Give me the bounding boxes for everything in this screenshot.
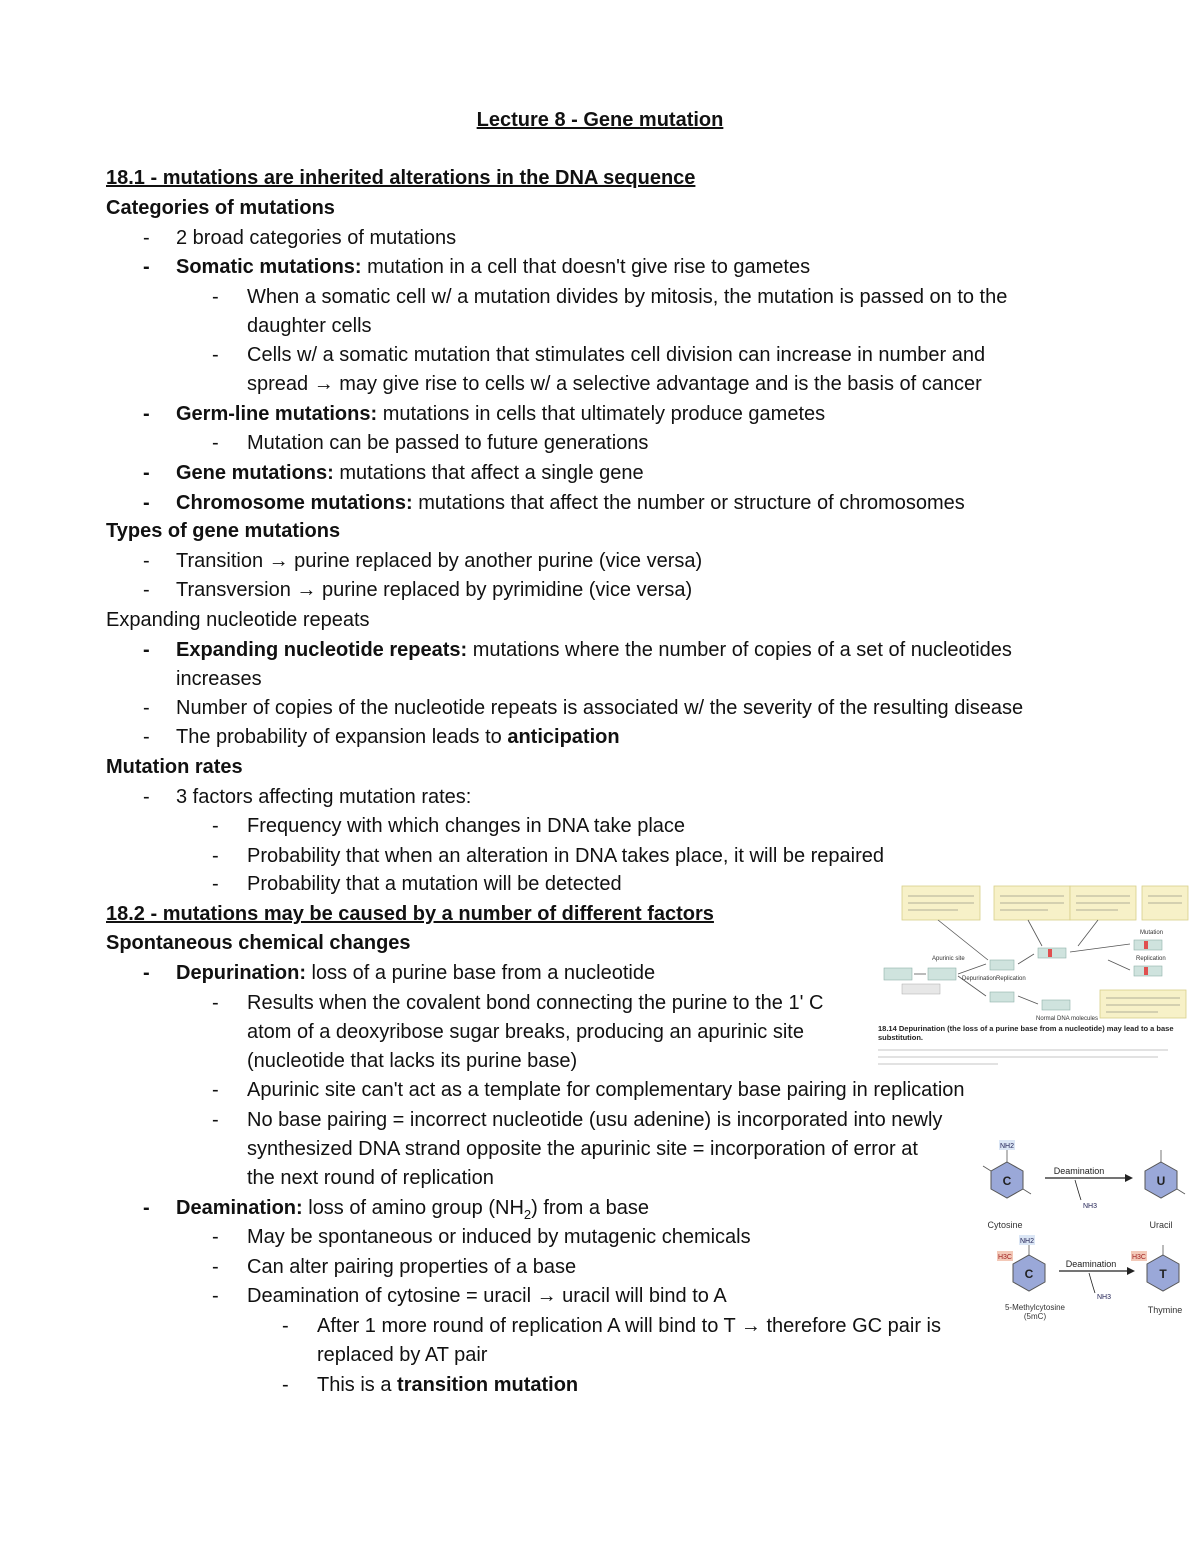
bullet-dash: -: [212, 1285, 219, 1307]
term: Chromosome mutations:: [176, 492, 413, 514]
bullet-dash: -: [212, 992, 219, 1014]
uracil-name: Uracil: [1149, 1220, 1173, 1230]
bullet-dash: -: [212, 845, 219, 867]
methylcytosine-name: 5-Methylcytosine (5mC): [1004, 1303, 1066, 1321]
term: transition mutation: [397, 1374, 579, 1396]
rates-heading: Mutation rates: [106, 756, 243, 778]
mutation-label: Mutation: [1140, 930, 1164, 936]
bullet-dash: -: [143, 579, 150, 601]
bullet-dash: -: [143, 786, 150, 808]
methylcytosine-base-label: C: [1024, 1267, 1034, 1281]
cytosine-base-label: C: [1002, 1174, 1012, 1188]
term: Somatic mutations:: [176, 256, 362, 278]
bullet-dash: -: [212, 286, 219, 308]
definition: mutations that affect a single gene: [333, 462, 644, 484]
list-item: 2 broad categories of mutations: [176, 227, 457, 249]
list-item: 3 factors affecting mutation rates:: [176, 786, 472, 808]
page-title: Lecture 8 - Gene mutation: [476, 109, 724, 131]
subscript: 2: [523, 1207, 532, 1222]
deamination-cytosine-figure: [975, 1138, 1190, 1232]
definition: ) from a base: [531, 1197, 649, 1219]
list-item: Can alter pairing properties of a base: [247, 1256, 577, 1278]
definition: mutations that affect the number or structure of chromosomes: [412, 492, 965, 514]
enr-heading: Expanding nucleotide repeats: [106, 609, 370, 631]
replication-label: Replication: [996, 976, 1026, 982]
types-heading: Types of gene mutations: [106, 520, 341, 542]
depurination-figure: [878, 880, 1190, 1072]
list-item: When a somatic cell w/ a mutation divides by mitosis, the mutation is passed on to the: [247, 286, 1008, 308]
definition: mutations in cells that ultimately produce gametes: [377, 403, 826, 425]
list-item-continued: atom of a deoxyribose sugar breaks, producing an apurinic site: [247, 1021, 804, 1043]
list-item: May be spontaneous or induced by mutagenic chemicals: [247, 1226, 751, 1248]
list-item: No base pairing = incorrect nucleotide (usu adenine) is incorporated into newly: [247, 1109, 943, 1131]
term: Depurination:: [176, 962, 306, 984]
bullet-dash: -: [212, 432, 219, 454]
definition: loss of a purine base from a nucleotide: [306, 962, 656, 984]
term: Gene mutations:: [176, 462, 334, 484]
section-18-1-heading: 18.1 - mutations are inherited alterations in the DNA sequence: [106, 167, 696, 189]
list-item-continued: the next round of replication: [247, 1167, 494, 1189]
section-18-2-heading: 18.2 - mutations may be caused by a number of different factors: [106, 903, 714, 925]
list-item-continued: (nucleotide that lacks its purine base): [247, 1050, 578, 1072]
bullet-dash: -: [143, 697, 150, 719]
list-item: After 1 more round of replication A will bind to T → therefore GC pair is: [317, 1315, 942, 1337]
list-item: Cells w/ a somatic mutation that stimulates cell division can increase in number and: [247, 344, 986, 366]
uracil-base-label: U: [1156, 1174, 1166, 1188]
list-item: Deamination of cytosine = uracil → uracil will bind to A: [247, 1285, 727, 1307]
list-item: Apurinic site can't act as a template for complementary base pairing in replication: [247, 1079, 965, 1101]
term: Deamination:: [176, 1197, 303, 1219]
bullet-dash: -: [143, 962, 150, 984]
term: Germ-line mutations:: [176, 403, 378, 425]
list-item: Probability that when an alteration in DNA takes place, it will be repaired: [247, 845, 885, 867]
categories-heading: Categories of mutations: [106, 197, 335, 219]
bullet-dash: -: [143, 462, 150, 484]
bullet-dash: -: [143, 256, 150, 278]
bullet-dash: -: [212, 815, 219, 837]
list-item: Mutation can be passed to future generations: [247, 432, 649, 454]
list-item-gene: [176, 460, 644, 486]
definition: mutations where the number of copies of a set of nucleotides: [467, 639, 1012, 661]
bullet-dash: -: [143, 639, 150, 661]
deamination-arrow-label: Deamination: [1053, 1166, 1105, 1176]
normal-dna-label: Normal DNA molecules: [1036, 1016, 1099, 1022]
methyl-group-label-2: H3C: [1131, 1254, 1147, 1261]
bullet-dash: -: [143, 492, 150, 514]
bullet-dash: -: [282, 1374, 289, 1396]
bullet-dash: -: [212, 1256, 219, 1278]
replication-label-2: Replication: [1136, 956, 1166, 962]
list-item-anticipation: [176, 724, 620, 750]
list-item-transition: [317, 1372, 578, 1398]
list-item-chromosome: [176, 490, 965, 516]
bullet-dash: -: [212, 873, 219, 895]
list-item-continued: spread → may give rise to cells w/ a selective advantage and is the basis of cancer: [247, 373, 982, 395]
depurination-caption: 18.14 Depurination (the loss of a purine base from a nucleotide) may lead to a base substitution.: [878, 1024, 1174, 1042]
deamination-methylcytosine-figure: [995, 1235, 1190, 1330]
list-item-continued: synthesized DNA strand opposite the apurinic site = incorporation of error at: [247, 1138, 918, 1160]
bullet-dash: -: [282, 1315, 289, 1337]
bullet-dash: -: [212, 1109, 219, 1131]
methyl-group-label: H3C: [997, 1254, 1013, 1261]
definition: loss of amino group (NH: [302, 1197, 524, 1219]
list-item-depurination: [176, 960, 655, 986]
list-item: Results when the covalent bond connecting the purine to the 1' C: [247, 992, 824, 1014]
term: Expanding nucleotide repeats:: [176, 639, 468, 661]
list-item-somatic: [176, 254, 810, 280]
bullet-dash: -: [212, 344, 219, 366]
bullet-dash: -: [143, 726, 150, 748]
list-item-continued: daughter cells: [247, 315, 372, 337]
list-item-continued: replaced by AT pair: [317, 1344, 488, 1366]
list-item: Transition → purine replaced by another purine (vice versa): [176, 550, 703, 572]
spontaneous-heading: Spontaneous chemical changes: [106, 932, 411, 954]
list-item: Frequency with which changes in DNA take place: [247, 815, 686, 837]
bullet-dash: -: [212, 1079, 219, 1101]
cytosine-name: Cytosine: [987, 1220, 1023, 1230]
depurination-label: Depurination: [962, 976, 997, 982]
text: The probability of expansion leads to: [176, 726, 508, 748]
bullet-dash: -: [143, 1197, 150, 1219]
bullet-dash: -: [212, 1226, 219, 1248]
bullet-dash: -: [143, 227, 150, 249]
bullet-dash: -: [143, 550, 150, 572]
thymine-name: Thymine: [1147, 1305, 1183, 1315]
list-item: Number of copies of the nucleotide repeats is associated w/ the severity of the resulting disease: [176, 697, 1024, 719]
apurinic-label: Apurinic site: [932, 956, 965, 962]
text: This is a: [317, 1374, 398, 1396]
list-item-germline: [176, 401, 825, 427]
amino-group-label: NH2: [999, 1143, 1015, 1150]
amino-group-label: NH2: [1019, 1238, 1035, 1245]
list-item-enr: [176, 637, 1012, 663]
thymine-base-label: T: [1159, 1267, 1167, 1281]
ammonia-label-2: NH3: [1097, 1294, 1112, 1301]
definition: mutation in a cell that doesn't give rise to gametes: [361, 256, 811, 278]
list-item: Probability that a mutation will be detected: [247, 873, 622, 895]
list-item-deamination: [176, 1195, 649, 1221]
bullet-dash: -: [143, 403, 150, 425]
term: anticipation: [507, 726, 620, 748]
ammonia-label: NH3: [1083, 1203, 1098, 1210]
deamination-arrow-label-2: Deamination: [1065, 1259, 1117, 1269]
list-item: Transversion → purine replaced by pyrimidine (vice versa): [176, 579, 693, 601]
list-item-continued: increases: [176, 668, 262, 690]
